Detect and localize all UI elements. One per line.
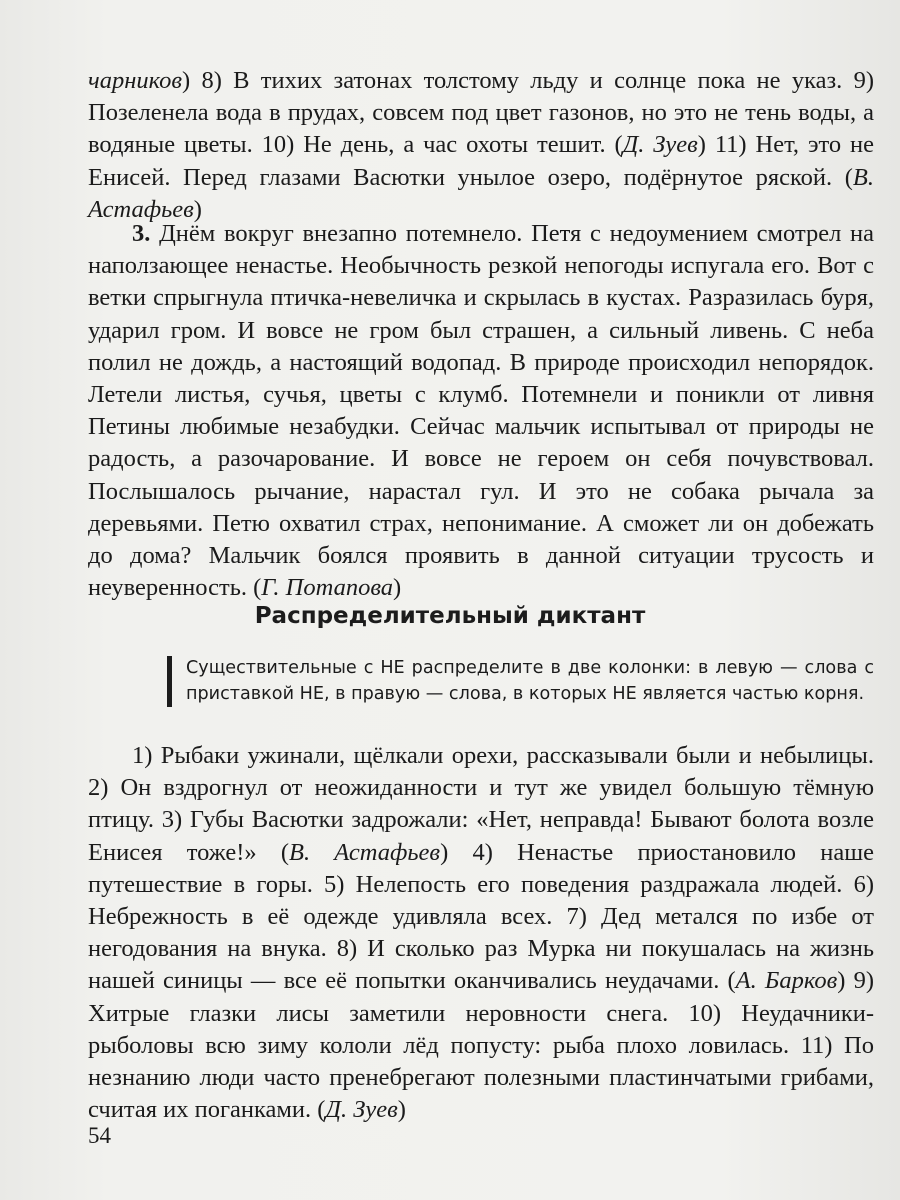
text-span: Днём вокруг внезапно потемнело. Петя с недоумением смотрел на наползающее ненастье. Необычность резкой непогоды испугала его. Вот с ветки спрыгнула птичка-невеличка и скрылась в кустах. Разразилась буря, ударил гром. И вовсе не гром был страшен, а сильный ливень. С неба полил не дождь, а настоящий водопад. В природе происходил непорядок. Летели листья, сучья, цветы с клумб. Потемнели и поникли от ливня Петины любимые незабудки. Сейчас мальчик испытывал от природы не радость, а разочарование. И вовсе не героем он себя почувствовал. Послышалось рычание, нарастал гул. И это не собака рычала за деревьями. Петю охватил страх, непонимание. А сможет ли он добежать до дома? Мальчик боялся проявить в данной ситуации трусость и неуверенность. ( — [88, 220, 874, 602]
text-span: ) — [397, 1096, 406, 1124]
section-heading: Распределительный диктант — [254, 603, 646, 629]
text-block-top — [88, 65, 874, 226]
text-span: чарников — [88, 67, 183, 94]
text-span: ) 11) Нет, это не Енисей. Перед глазами Васютки унылое озеро, подёрнутое ряской. ( — [88, 131, 874, 191]
text-span: 1) Рыбаки ужинали, щёлкали орехи, рассказывали были и небылицы. 2) Он вздрогнул от неожиданности и тут же увидел большую тёмную птицу. 3) Губы Васютки задрожали: «Нет, неправда! Бывают болота возле Енисея тоже!» ( — [88, 742, 874, 866]
exercise-3-paragraph — [88, 218, 874, 604]
text-span: ) 9) Хитрые глазки лисы заметили неровности снега. 10) Неудачники-рыболовы всю зиму кололи лёд попусту: рыба плохо ловилась. 11) По незнанию люди часто пренебрегают полезными пластинчатыми грибами, считая их поганками. ( — [88, 967, 874, 1124]
text-span: Г. Потапова — [261, 574, 394, 602]
text-span: ) 4) Ненастье приостановило наше путешествие в горы. 5) Нелепость его поведения раздражала людей. 6) Небрежность в её одежде удивляла всех. 7) Дед метался по избе от негодования на внука. 8) И сколько раз Мурка ни покушалась на жизнь нашей синицы — все её попытки оканчивались неудачами. ( — [88, 838, 874, 995]
text-span: Д. Зуев — [622, 131, 698, 159]
text-span: ) — [193, 195, 202, 223]
text-span: ) 8) В тихих затонах толстому льду и солнце пока не указ. 9) Позеленела вода в прудах, совсем под цвет газонов, но это не тень воды, а водяные цветы. 10) Не день, а час охоты тешит. ( — [88, 67, 874, 159]
text-span: ) — [393, 574, 402, 602]
exercise-number: 3. — [132, 220, 151, 247]
instruction-box: Существительные с НЕ распределите в две колонки: в левую — слова с приставкой НЕ, в правую — слова, в которых НЕ является частью корня. — [167, 656, 874, 707]
text-span: В. Астафьев — [289, 838, 441, 866]
page-number: 54 — [88, 1123, 111, 1148]
text-span: В. Астафьев — [88, 163, 874, 223]
text-span: Д. Зуев — [325, 1096, 398, 1124]
dictation-paragraph — [88, 740, 874, 1126]
text-span: А. Барков — [735, 967, 838, 995]
